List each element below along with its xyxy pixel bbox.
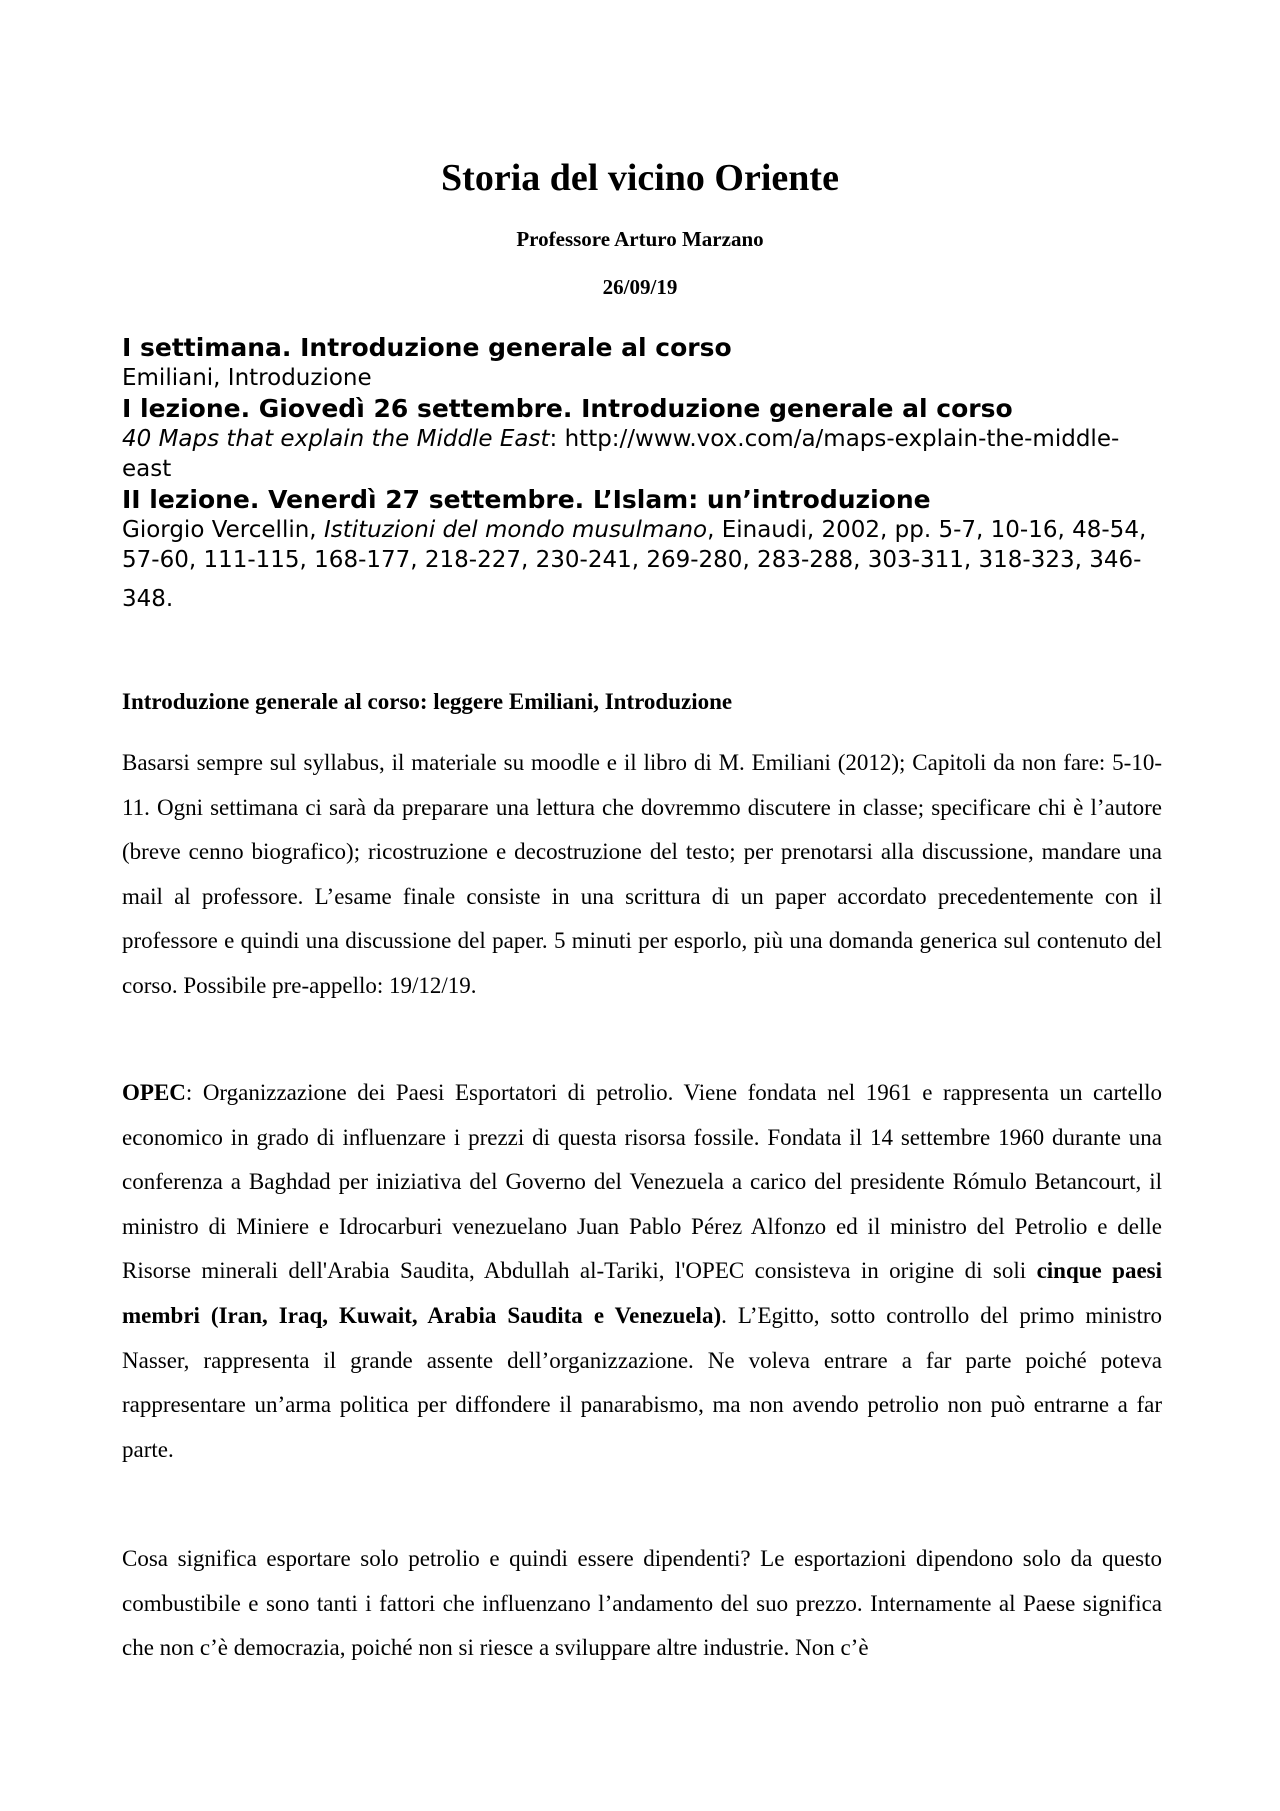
opec-members: cinque paesi membri (Iran, Iraq, Kuwait, Arabia Saudita e Venezuela) [122,1258,1162,1328]
lecture-date: 26/09/19 [602,275,678,299]
lesson-2-title: II lezione. Venerdì 27 settembre. L’Islam: un’introduzione [122,485,931,514]
opec-paragraph [122,1071,1162,1472]
document-title: Storia del vicino Oriente [441,157,839,199]
lesson-2-pages: , Einaudi, 2002, pp. 5-7, 10-16, 48-54, 57-60, 111-115, 168-177, 218-227, 230-241, 269-280, 283-288, 303-311, 318-323, 346- [122,517,1147,573]
lesson-1-reading [122,424,1162,484]
intro-heading: Introduzione generale al corso: leggere Emiliani, Introduzione [122,689,733,714]
lesson-2-reading [122,515,1162,575]
lesson-2-author: Giorgio Vercellin, [122,517,324,543]
opec-text-b: . L’Egitto, sotto controllo del primo ministro Nasser, rappresenta il grande assente dell’organizzazione. Ne voleva entrare a far parte poiché poteva rappresentare un’arma politica per diffondere il panarabismo, ma non avendo petrolio non può entrarne a far parte. [122,1302,1163,1462]
lesson-2-book-title: Istituzioni del mondo musulmano [323,517,708,543]
lesson-2-pages-end: 348. [122,586,174,612]
week-title: I settimana. Introduzione generale al corso [122,333,732,362]
intro-paragraph: Basarsi sempre sul syllabus, il materiale su moodle e il libro di M. Emiliani (2012); Capitoli da non fare: 5-10-11. Ogni settimana ci sarà da preparare una lettura che dovremmo discutere in classe; specificare chi è l’autore (breve cenno biografico); ricostruzione e decostruzione del testo; per prenotarsi alla discussione, mandare una mail al professore. L’esame finale consiste in una scrittura di un paper accordato precedentemente con il professore e quindi una discussione del paper. 5 minuti per esporlo, più una domanda generica sul contenuto del corso. Possibile pre-appello: 19/12/19. [122,750,1162,998]
professor-name: Professore Arturo Marzano [516,227,764,251]
export-paragraph: Cosa significa esportare solo petrolio e quindi essere dipendenti? Le esportazioni dipendono solo da questo combustibile e sono tanti i fattori che influenzano l’andamento del suo prezzo. Internamente al Paese significa che non c’è democrazia, poiché non si riesce a sviluppare altre industrie. Non c’è [122,1546,1162,1661]
syllabus-block [122,332,1162,614]
lesson-1-reading-separator: : [549,426,565,452]
opec-text-a: : Organizzazione dei Paesi Esportatori di petrolio. Viene fondata nel 1961 e rappresenta un cartello economico in grado di influenzare i prezzi di questa risorsa fossile. Fondata il 14 settembre 1960 durante una conferenza a Baghdad per iniziativa del Governo del Venezuela a carico del presidente Rómulo Betancourt, il ministro di Miniere e Idrocarburi venezuelano Juan Pablo Pérez Alfonzo ed il ministro del Petrolio e delle Risorse minerali dell'Arabia Saudita, Abdullah al-Tariki, l'OPEC consisteva in origine di soli [122,1080,1162,1284]
lesson-1-reading-url[interactable]: http://www.vox.com/a/maps-explain-the-middle-east [122,426,1120,482]
week-reading: Emiliani, Introduzione [122,365,372,391]
opec-term: OPEC [122,1080,186,1105]
lesson-1-reading-title: 40 Maps that explain the Middle East [122,426,550,452]
lesson-1-title: I lezione. Giovedì 26 settembre. Introduzione generale al corso [122,394,1013,423]
